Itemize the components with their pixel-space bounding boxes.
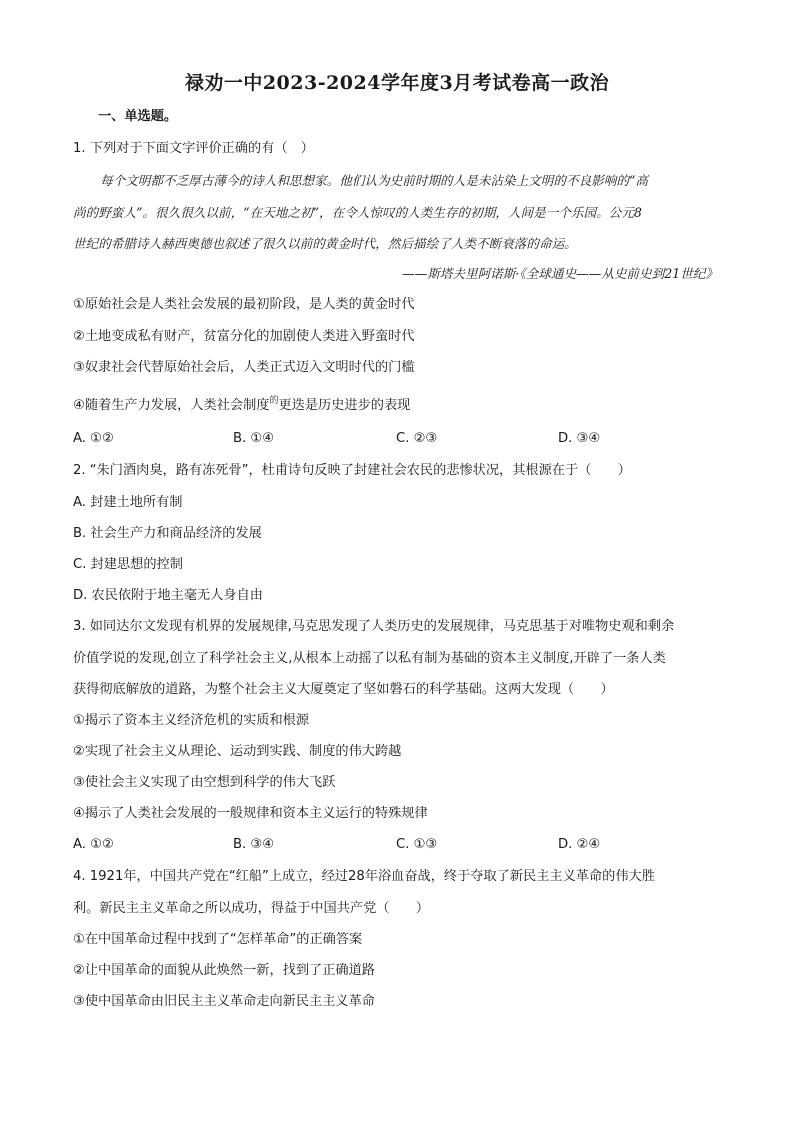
- q3-option-a: A. ①②: [73, 837, 114, 852]
- q1-option-c: C. ②③: [396, 431, 438, 446]
- q1-item: ①原始社会是人类社会发展的最初阶段，是人类的黄金时代: [73, 297, 415, 312]
- q1-item4-mark: 的: [269, 396, 279, 406]
- q1-option-a: A. ①②: [73, 431, 114, 446]
- q1-option-b: B. ①④: [233, 431, 275, 446]
- page-title: 禄劝一中2023-2024学年度3月考试卷高一政治: [184, 72, 610, 94]
- q1-item: ③奴隶社会代替原始社会后，人类正式迈入文明时代的门槛: [73, 360, 415, 375]
- q3-item: ④揭示了人类社会发展的一般规律和资本主义运行的特殊规律: [73, 806, 428, 821]
- q4-item: ③使中国革命由旧民主主义革命走向新民主主义革命: [73, 994, 375, 1009]
- q4-stem-line: 4. 1921年，中国共产党在“红船”上成立，经过28年浴血奋战，终于夺取了新民主主义革命的伟大胜: [73, 869, 655, 884]
- q2-option-a: A. 封建土地所有制: [73, 495, 183, 510]
- q1-item: [73, 397, 410, 416]
- q1-item4-text: ④随着生产力发展，人类社会制度: [73, 398, 270, 413]
- q3-item: ②实现了社会主义从理论、运动到实践、制度的伟大跨越: [73, 744, 402, 759]
- q2-option-c: C. 封建思想的控制: [73, 557, 183, 572]
- q3-item: ①揭示了资本主义经济危机的实质和根源: [73, 713, 310, 728]
- q2-stem: 2. “朱门酒肉臭，路有冻死骨”，杜甫诗句反映了封建社会农民的悲惨状况，其根源在于（ ）: [73, 463, 631, 478]
- q1-passage-line: 每个文明都不乏厚古薄今的诗人和思想家。他们认为史前时期的人是未沾染上文明的不良影响的“高: [100, 173, 648, 188]
- q1-option-d: D. ③④: [558, 431, 601, 446]
- q1-passage-line: 世纪的希腊诗人赫西奥德也叙述了很久以前的黄金时代，然后描绘了人类不断衰落的命运。: [73, 236, 577, 251]
- section-heading: 一、单选题。: [98, 109, 178, 124]
- q1-source: ——斯塔夫里阿诺斯·《全球通史——从史前史到21世纪》: [402, 266, 718, 281]
- q3-stem-line: 获得彻底解放的道路，为整个社会主义大厦奠定了坚如磐石的科学基础。这两大发现（ ）: [73, 682, 614, 697]
- q3-stem-line: 价值学说的发现,创立了科学社会主义,从根本上动摇了以私有制为基础的资本主义制度,开辟了一条人类: [73, 651, 666, 666]
- q4-stem-line: 利。新民主主义革命之所以成功，得益于中国共产党（ ）: [73, 901, 430, 916]
- q3-option-d: D. ②④: [558, 837, 601, 852]
- q1-item: ②土地变成私有财产，贫富分化的加剧使人类进入野蛮时代: [73, 329, 415, 344]
- q4-item: ①在中国革命过程中找到了“怎样革命”的正确答案: [73, 932, 363, 947]
- q3-option-b: B. ③④: [233, 837, 275, 852]
- q3-option-c: C. ①③: [396, 837, 438, 852]
- q1-passage-line: 尚的野蛮人”。很久很久以前，“在天地之初”，在令人惊叹的人类生存的初期，人间是一个乐园。公元8: [73, 205, 642, 220]
- q4-item: ②让中国革命的面貌从此焕然一新，找到了正确道路: [73, 963, 375, 978]
- q1-item4-text: 更迭是历史进步的表现: [278, 398, 411, 413]
- q1-stem: 1. 下列对于下面文字评价正确的有（ ）: [73, 141, 314, 156]
- q2-option-d: D. 农民依附于地主毫无人身自由: [73, 588, 263, 603]
- q3-stem-line: 3. 如同达尔文发现有机界的发展规律,马克思发现了人类历史的发展规律，马克思基于对唯物史观和剩余: [73, 619, 675, 634]
- q2-option-b: B. 社会生产力和商品经济的发展: [73, 526, 262, 541]
- q3-item: ③使社会主义实现了由空想到科学的伟大飞跃: [73, 775, 336, 790]
